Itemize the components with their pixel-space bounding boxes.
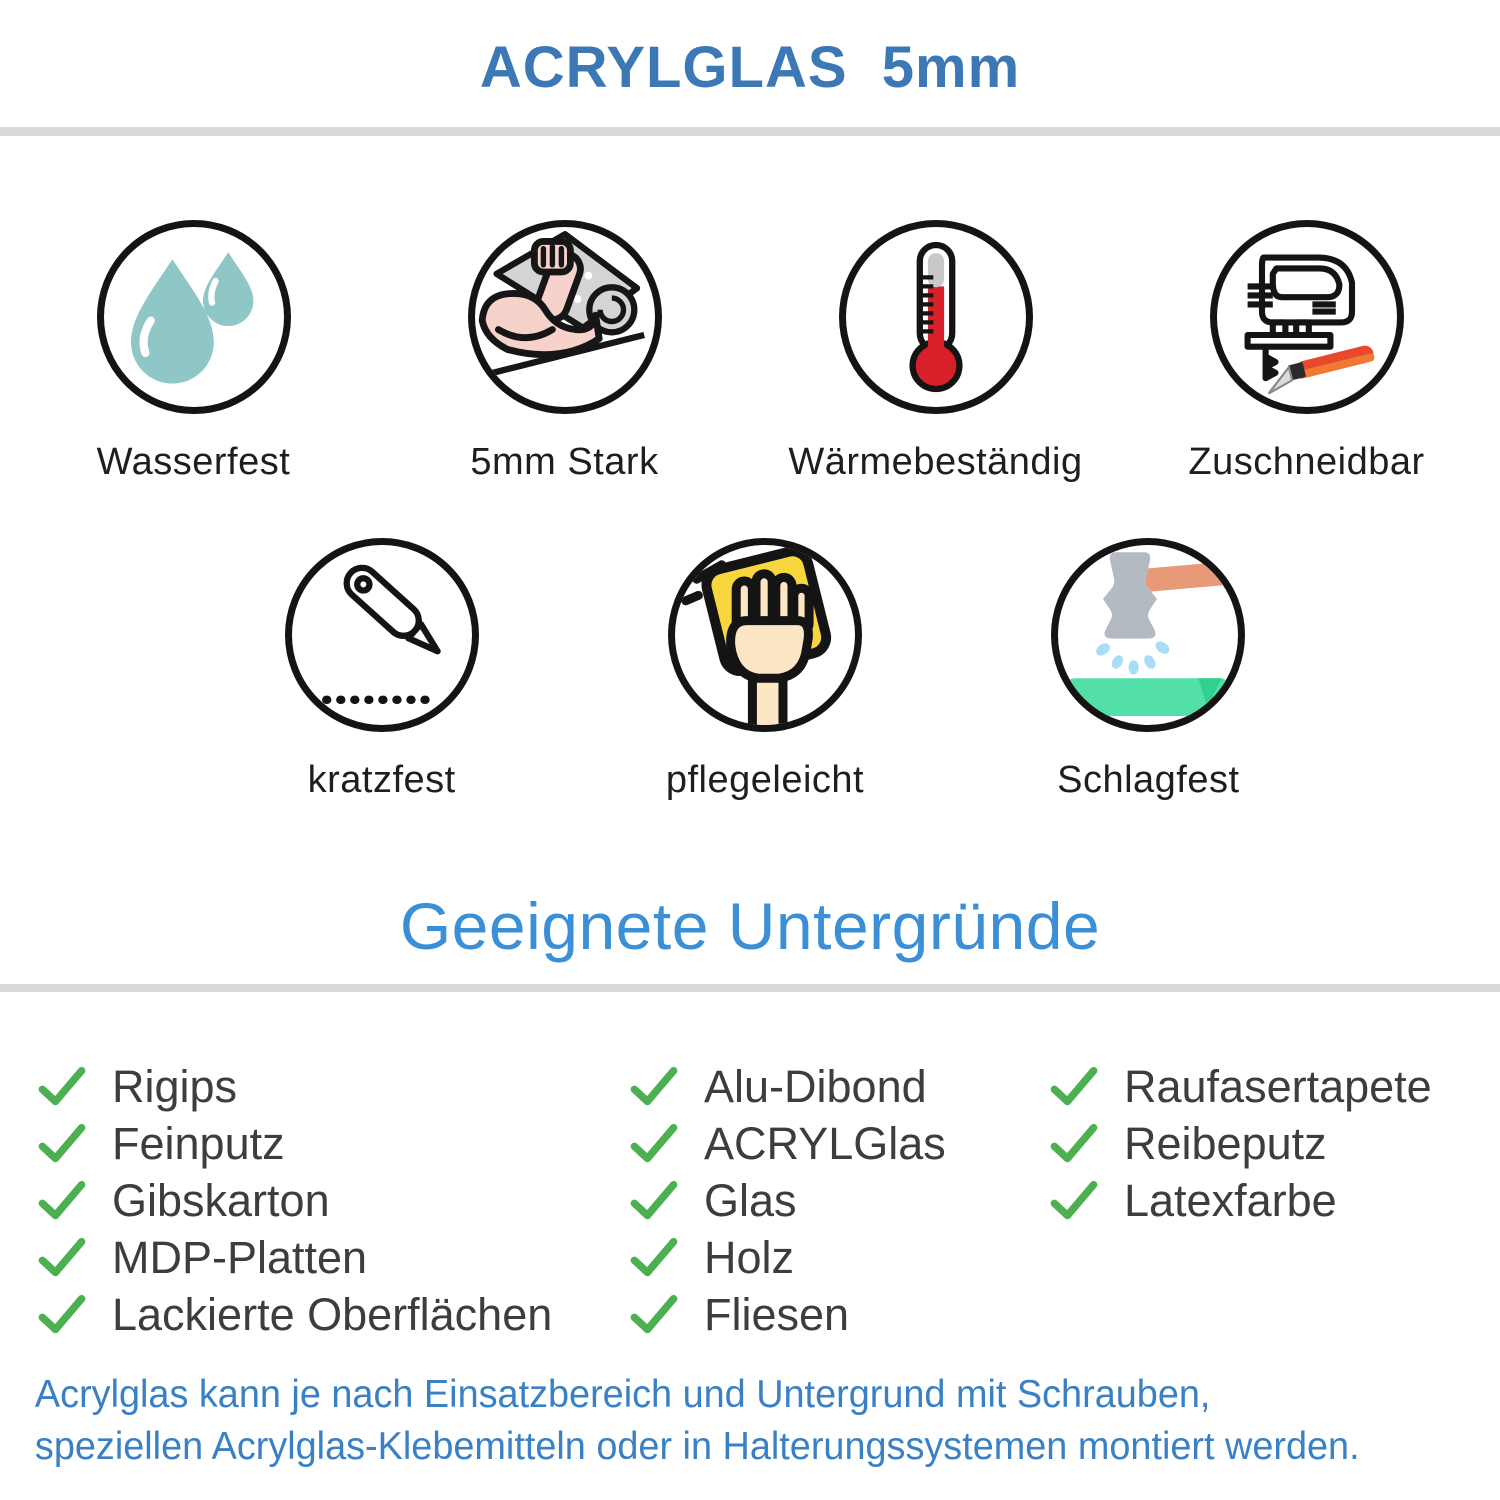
feature-label: kratzfest [307, 759, 456, 801]
feature-circle [668, 538, 862, 732]
substrate-label: Feinputz [112, 1117, 285, 1169]
divider [0, 127, 1500, 136]
check-icon [1050, 1123, 1098, 1165]
list-item [1050, 1058, 1492, 1115]
list-item [630, 1115, 1050, 1172]
feature-label: Schlagfest [1057, 759, 1240, 801]
substrate-label: ACRYLGlas [704, 1117, 946, 1169]
substrates-column-1 [38, 1058, 630, 1343]
feature-circle [97, 220, 291, 414]
section-title: Geeignete Untergründe [399, 889, 1101, 963]
list-item [38, 1286, 630, 1343]
check-icon [630, 1123, 678, 1165]
substrate-label: Latexfarbe [1124, 1174, 1337, 1226]
list-item [1050, 1115, 1492, 1172]
feature-schlagfest [957, 538, 1340, 802]
water-drops-icon [104, 227, 284, 407]
substrates-column-3 [1050, 1058, 1492, 1343]
list-item [38, 1172, 630, 1229]
list-item [630, 1229, 1050, 1286]
substrate-label: Alu-Dibond [704, 1060, 927, 1112]
footnote-line-2: speziellen Acrylglas-Klebemitteln oder in Halterungssystemen montiert werden. [34, 1425, 1360, 1468]
divider [0, 984, 1500, 992]
page-title: ACRYLGLAS 5mm [479, 35, 1021, 100]
substrate-label: MDP-Platten [112, 1231, 368, 1283]
substrate-label: Gibskarton [112, 1174, 330, 1226]
substrate-label: Glas [704, 1174, 797, 1226]
jigsaw-icon [1217, 227, 1397, 407]
feature-kratzfest [190, 538, 573, 802]
check-icon [1050, 1180, 1098, 1222]
check-icon [630, 1180, 678, 1222]
footnote [0, 1369, 1455, 1473]
check-icon [630, 1237, 678, 1279]
footnote-line-1: Acrylglas kann je nach Einsatzbereich und Untergrund mit Schrauben, [34, 1373, 1211, 1416]
check-icon [38, 1180, 86, 1222]
check-icon [630, 1066, 678, 1108]
feature-label: pflegeleicht [665, 759, 865, 801]
list-item [38, 1058, 630, 1115]
feature-pflegeleicht [573, 538, 956, 802]
check-icon [1050, 1066, 1098, 1108]
feature-circle [1051, 538, 1245, 732]
wiping-hand-icon [675, 545, 855, 725]
list-item [630, 1172, 1050, 1229]
check-icon [38, 1237, 86, 1279]
list-item [630, 1286, 1050, 1343]
substrate-label: Reibeputz [1124, 1117, 1327, 1169]
check-icon [38, 1066, 86, 1108]
substrate-label: Fliesen [704, 1288, 850, 1340]
feature-waermebestaendig [750, 220, 1121, 484]
substrate-label: Holz [704, 1231, 795, 1283]
list-item [1050, 1172, 1492, 1229]
check-icon [38, 1123, 86, 1165]
feature-label: 5mm Stark [470, 441, 659, 483]
substrates-checklist [0, 1058, 1500, 1343]
hammer-icon [1058, 545, 1238, 725]
list-item [38, 1115, 630, 1172]
list-item [38, 1229, 630, 1286]
feature-label: Wärmebeständig [788, 441, 1083, 483]
substrate-label: Raufasertapete [1124, 1060, 1432, 1112]
feature-wasserfest [8, 220, 379, 484]
features-row-1 [0, 220, 1500, 484]
features-row-2 [0, 538, 1500, 802]
feature-circle [839, 220, 1033, 414]
feature-circle [285, 538, 479, 732]
thermometer-icon [846, 227, 1026, 407]
feature-label: Zuschneidbar [1188, 441, 1425, 483]
substrate-label: Rigips [112, 1060, 238, 1112]
list-item [630, 1058, 1050, 1115]
substrates-column-2 [630, 1058, 1050, 1343]
muscle-arm-icon [475, 227, 655, 407]
feature-circle [468, 220, 662, 414]
feature-label: Wasserfest [96, 441, 291, 483]
check-icon [630, 1294, 678, 1336]
substrate-label: Lackierte Oberflächen [112, 1288, 553, 1340]
feature-5mm-stark [379, 220, 750, 484]
feature-zuschneidbar [1121, 220, 1492, 484]
utility-knife-icon [292, 545, 472, 725]
feature-circle [1210, 220, 1404, 414]
check-icon [38, 1294, 86, 1336]
